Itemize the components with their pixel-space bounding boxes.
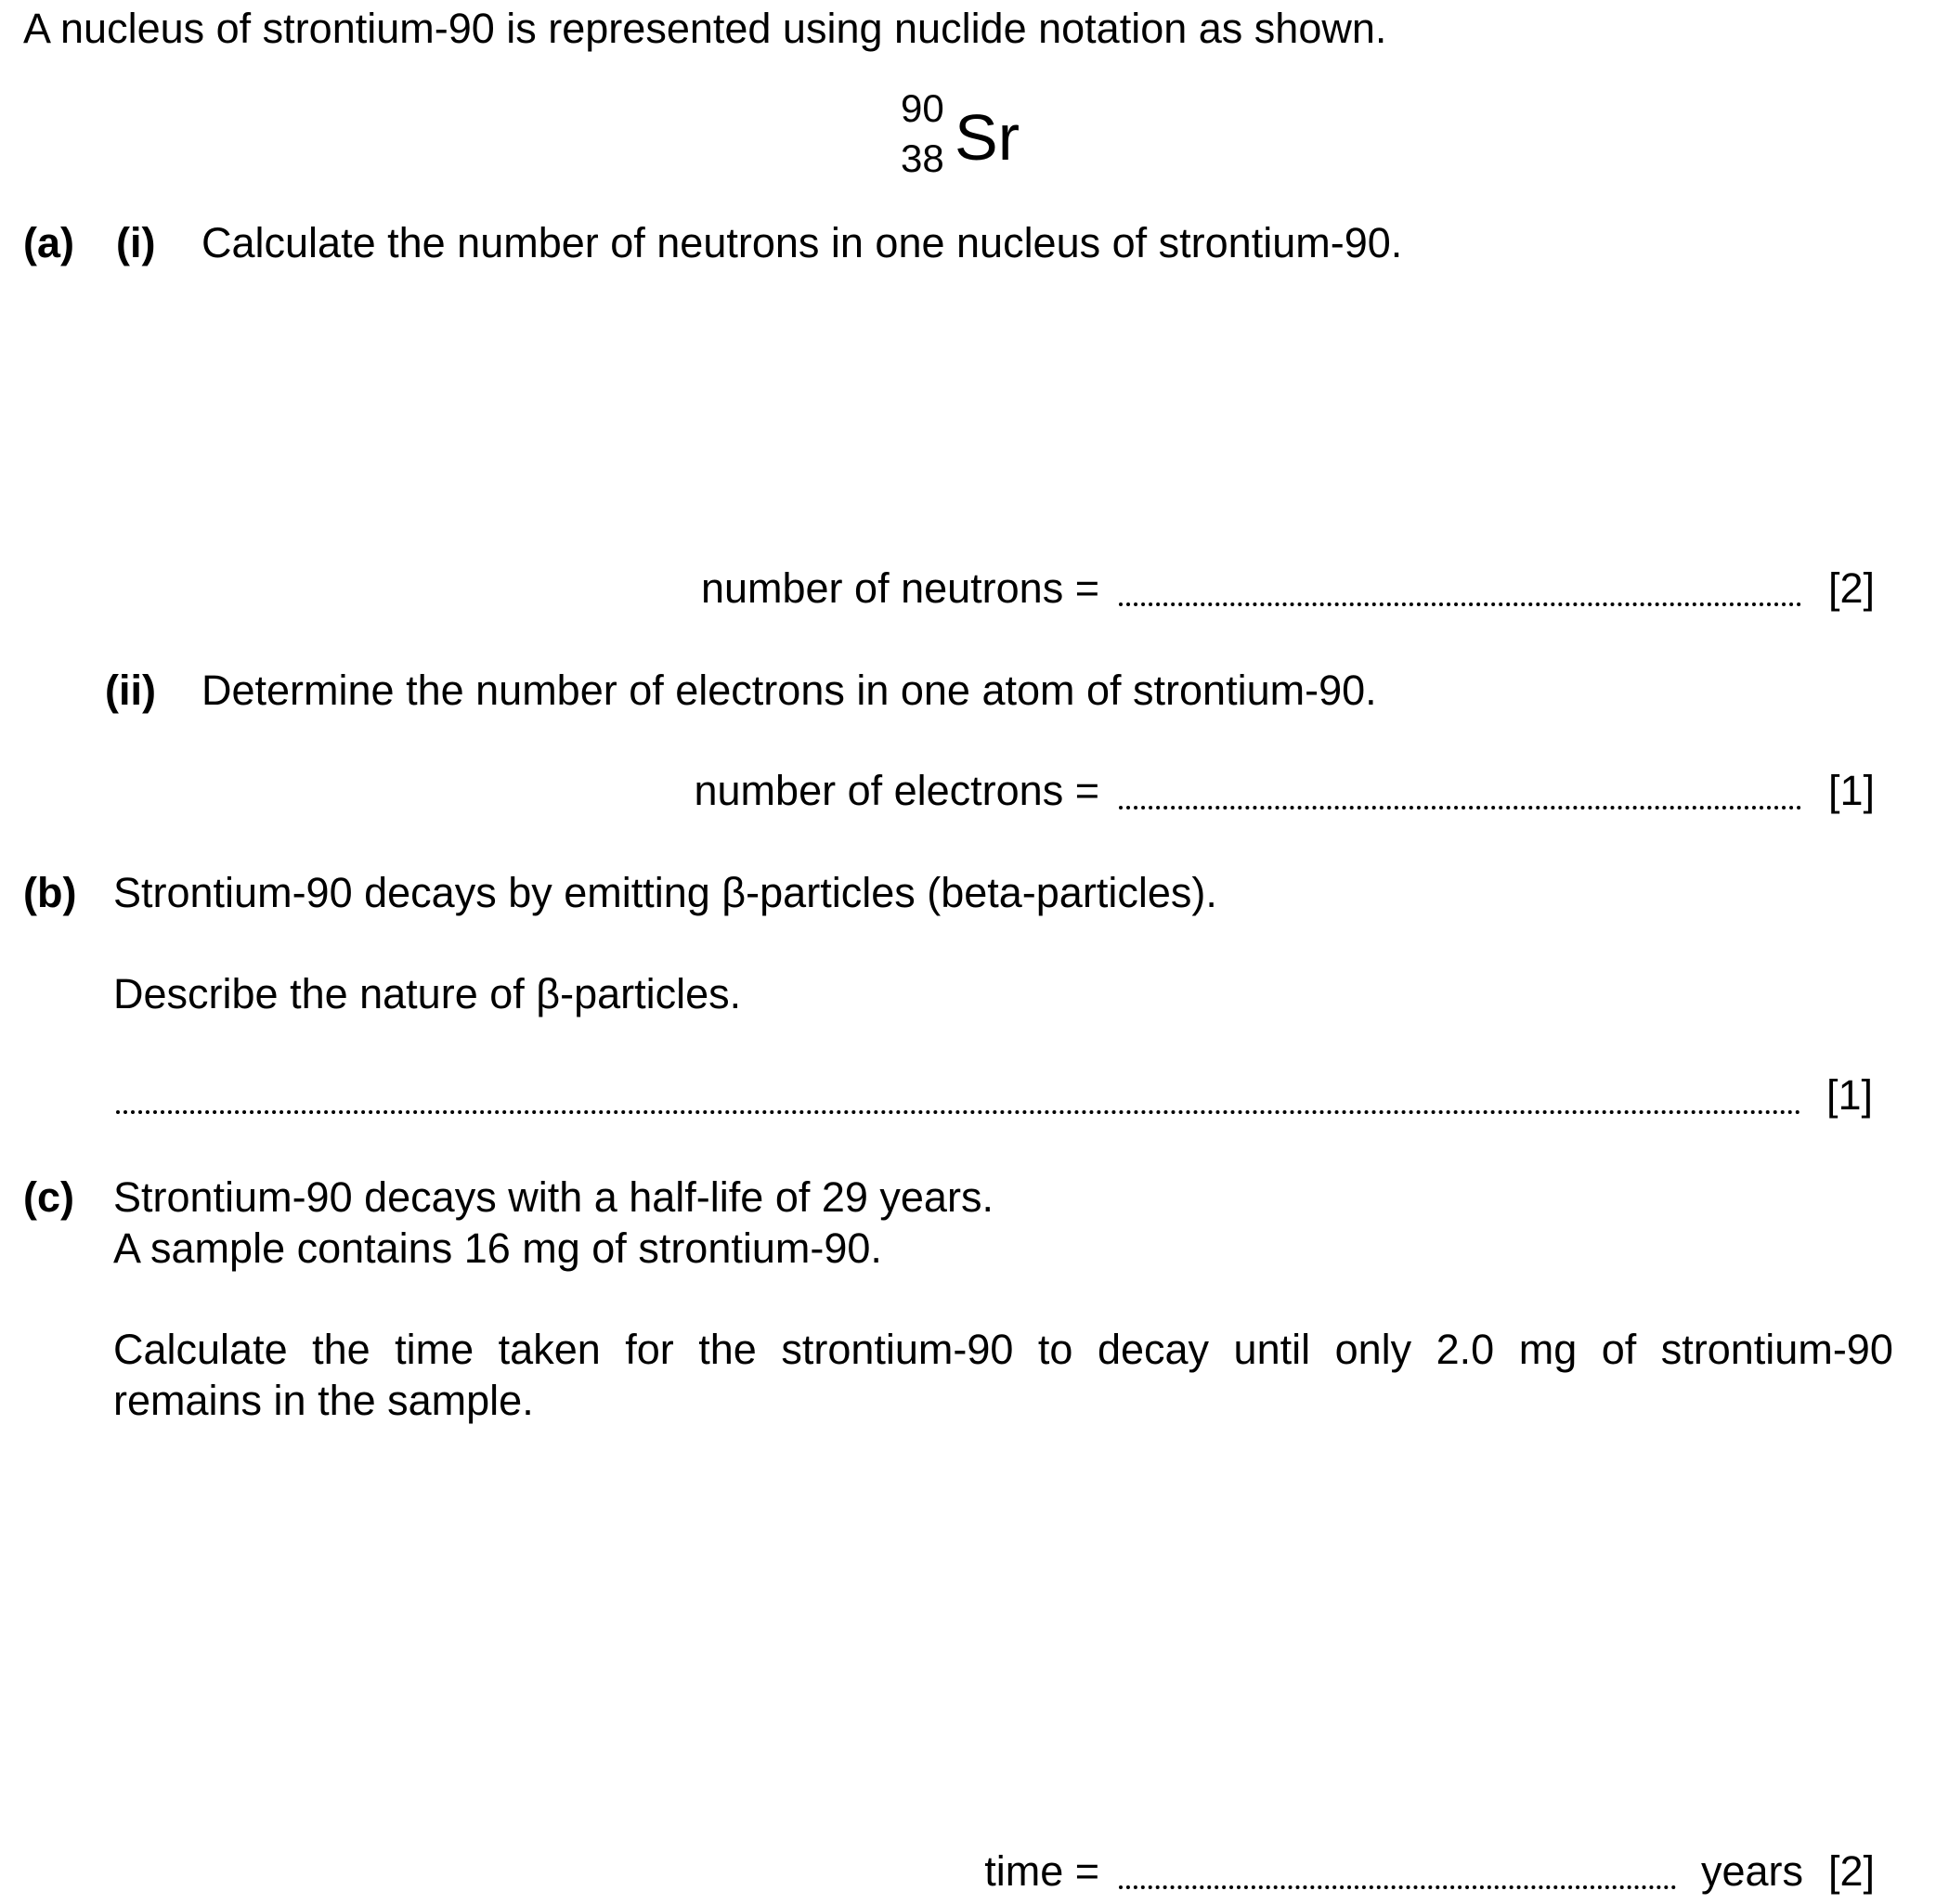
element-symbol: Sr (955, 101, 1020, 174)
time-unit: years (1701, 1847, 1804, 1895)
part-a-label: (a) (23, 219, 74, 266)
part-c-line2: A sample contains 16 mg of strontium-90. (113, 1224, 882, 1272)
electrons-answer-line[interactable] (1119, 806, 1801, 810)
part-a-i-question: Calculate the number of neutrons in one nucleus of strontium-90. (201, 219, 1403, 266)
electrons-answer-label: number of electrons = (694, 767, 1099, 814)
mass-number: 90 (901, 86, 944, 130)
part-b-question: Describe the nature of β-particles. (113, 970, 742, 1017)
part-a-ii-question: Determine the number of electrons in one atom of strontium-90. (201, 667, 1377, 714)
time-answer-line[interactable] (1119, 1885, 1676, 1889)
atomic-number: 38 (901, 136, 944, 180)
part-a-i-label: (i) (116, 219, 156, 266)
intro-text: A nucleus of strontium-90 is represented using nuclide notation as shown. (23, 5, 1387, 52)
nuclide-notation (901, 85, 1031, 188)
part-a-ii-marks: [1] (1827, 767, 1875, 814)
part-c-marks: [2] (1827, 1847, 1875, 1895)
part-a-i-marks: [2] (1827, 564, 1875, 612)
neutrons-answer-line[interactable] (1119, 602, 1801, 606)
part-b-label: (b) (23, 869, 77, 916)
part-c-line1: Strontium-90 decays with a half-life of 29 years. (113, 1173, 994, 1221)
part-b-statement: Strontium-90 decays by emitting β-particles (beta-particles). (113, 869, 1217, 916)
time-answer-label: time = (984, 1847, 1099, 1895)
part-b-answer-line[interactable] (116, 1110, 1801, 1114)
part-c-label: (c) (23, 1173, 74, 1221)
part-c-question-line2: remains in the sample. (113, 1377, 534, 1424)
neutrons-answer-label: number of neutrons = (700, 564, 1099, 612)
part-a-ii-label: (ii) (105, 667, 156, 714)
part-c-question-line1: Calculate the time taken for the strontium-90 to decay until only 2.0 mg of strontium-90 (113, 1326, 1893, 1373)
part-b-marks: [1] (1826, 1071, 1873, 1119)
